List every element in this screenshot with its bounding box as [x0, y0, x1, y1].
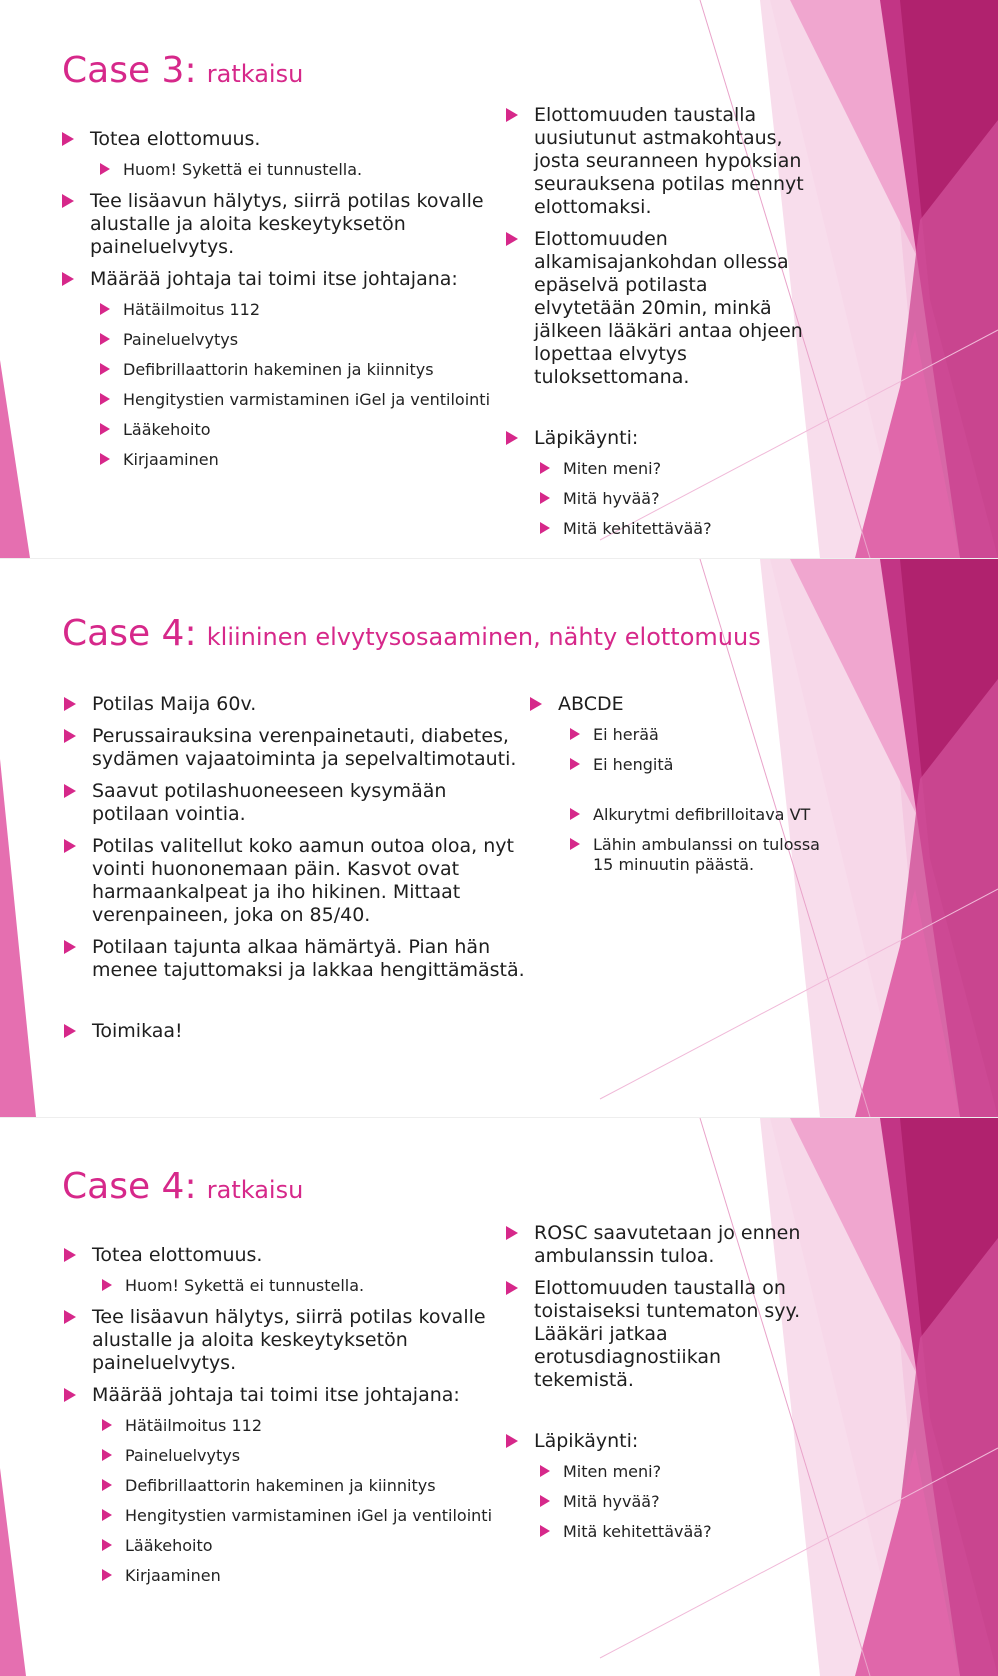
triangle-bullet-icon: [62, 132, 74, 146]
sub-list-item: Ei herää: [570, 725, 830, 745]
triangle-bullet-icon: [506, 108, 518, 122]
sub-list-item: Huom! Sykettä ei tunnustella.: [102, 1276, 494, 1296]
sub-list-item: Hengitystien varmistaminen iGel ja ventilointi: [100, 390, 492, 410]
triangle-bullet-icon: [570, 758, 580, 770]
list-item: Potilas Maija 60v.: [64, 693, 526, 716]
list-item: ABCDE: [530, 693, 830, 716]
triangle-bullet-icon: [540, 1465, 550, 1477]
triangle-bullet-icon: [102, 1419, 112, 1431]
triangle-bullet-icon: [540, 462, 550, 474]
triangle-bullet-icon: [506, 1434, 518, 1448]
title-subtitle: ratkaisu: [206, 60, 304, 88]
list-item: Elottomuuden taustalla on toistaiseksi tuntematon syy. Lääkäri jatkaa erotusdiagnostiikan tekemistä.: [506, 1277, 806, 1392]
triangle-bullet-icon: [540, 492, 550, 504]
right-column: [506, 1222, 806, 1552]
sub-list-item: Mitä kehitettävää?: [540, 1522, 806, 1542]
sub-list-item: Alkurytmi defibrilloitava VT: [570, 805, 830, 825]
triangle-bullet-icon: [506, 1281, 518, 1295]
triangle-bullet-icon: [102, 1569, 112, 1581]
left-column: [64, 693, 526, 1052]
sub-list-item: Defibrillaattorin hakeminen ja kiinnitys: [102, 1476, 494, 1496]
triangle-bullet-icon: [570, 728, 580, 740]
triangle-bullet-icon: [64, 940, 76, 954]
slide-case4-solution: [0, 1118, 998, 1676]
list-item: Läpikäynti:: [506, 1430, 806, 1453]
triangle-bullet-icon: [100, 423, 110, 435]
triangle-bullet-icon: [64, 1024, 76, 1038]
sub-list-item: Hätäilmoitus 112: [100, 300, 492, 320]
triangle-bullet-icon: [100, 453, 110, 465]
list-item: Elottomuuden taustalla uusiutunut astmakohtaus, josta seuranneen hypoksian seurauksena potilas mennyt elottomaksi.: [506, 104, 806, 219]
sub-list-item: Mitä hyvää?: [540, 1492, 806, 1512]
list-item: Tee lisäavun hälytys, siirrä potilas kovalle alustalle ja aloita keskeytyksetön paineluelvytys.: [62, 190, 492, 259]
triangle-bullet-icon: [100, 393, 110, 405]
triangle-bullet-icon: [64, 1248, 76, 1262]
sub-list-item: Paineluelvytys: [100, 330, 492, 350]
title-subtitle: kliininen elvytysosaaminen, nähty elottomuus: [206, 623, 761, 651]
triangle-bullet-icon: [100, 303, 110, 315]
sub-list-item: Kirjaaminen: [102, 1566, 494, 1586]
triangle-bullet-icon: [530, 697, 542, 711]
triangle-bullet-icon: [102, 1279, 112, 1291]
list-item: Määrää johtaja tai toimi itse johtajana:: [62, 268, 492, 291]
triangle-bullet-icon: [540, 1525, 550, 1537]
list-item: Määrää johtaja tai toimi itse johtajana:: [64, 1384, 494, 1407]
slide-title: [62, 613, 761, 654]
triangle-bullet-icon: [64, 839, 76, 853]
slide-case4-scenario: [0, 559, 998, 1117]
sub-list-item: Hätäilmoitus 112: [102, 1416, 494, 1436]
triangle-bullet-icon: [64, 697, 76, 711]
sub-list-item: Kirjaaminen: [100, 450, 492, 470]
sub-list-item: Hengitystien varmistaminen iGel ja ventilointi: [102, 1506, 494, 1526]
sub-list-item: Lääkehoito: [100, 420, 492, 440]
title-case-label: Case 4:: [62, 613, 197, 654]
triangle-bullet-icon: [102, 1479, 112, 1491]
list-item: Perussairauksina verenpainetauti, diabetes, sydämen vajaatoiminta ja sepelvaltimotauti.: [64, 725, 526, 771]
sub-list-item: Miten meni?: [540, 459, 806, 479]
right-column: [506, 104, 806, 549]
slide-title: [62, 50, 303, 91]
list-item: Totea elottomuus.: [62, 128, 492, 151]
slide-case3-solution: [0, 0, 998, 558]
list-item: Toimikaa!: [64, 1020, 526, 1043]
triangle-bullet-icon: [100, 363, 110, 375]
title-case-label: Case 4:: [62, 1166, 197, 1207]
triangle-bullet-icon: [540, 1495, 550, 1507]
list-item: Totea elottomuus.: [64, 1244, 494, 1267]
left-column: [64, 1244, 494, 1596]
sub-list-item: Lääkehoito: [102, 1536, 494, 1556]
title-subtitle: ratkaisu: [206, 1176, 304, 1204]
triangle-bullet-icon: [64, 1310, 76, 1324]
list-item: Tee lisäavun hälytys, siirrä potilas kovalle alustalle ja aloita keskeytyksetön paineluelvytys.: [64, 1306, 494, 1375]
triangle-bullet-icon: [64, 729, 76, 743]
triangle-bullet-icon: [540, 522, 550, 534]
sub-list-item: Ei hengitä: [570, 755, 830, 775]
sub-list-item: Mitä hyvää?: [540, 489, 806, 509]
triangle-bullet-icon: [102, 1539, 112, 1551]
triangle-bullet-icon: [100, 333, 110, 345]
sub-list-item: Mitä kehitettävää?: [540, 519, 806, 539]
triangle-bullet-icon: [62, 272, 74, 286]
sub-list-item: Lähin ambulanssi on tulossa 15 minuutin päästä.: [570, 835, 830, 875]
right-column: [530, 693, 830, 885]
triangle-bullet-icon: [100, 163, 110, 175]
list-item: Saavut potilashuoneeseen kysymään potilaan vointia.: [64, 780, 526, 826]
sub-list-item: Miten meni?: [540, 1462, 806, 1482]
triangle-bullet-icon: [62, 194, 74, 208]
triangle-bullet-icon: [506, 232, 518, 246]
list-item: Potilas valitellut koko aamun outoa oloa, nyt vointi huononemaan päin. Kasvot ovat harmaankalpeat ja iho hikinen. Mittaat verenpaineen, joka on 85/40.: [64, 835, 526, 927]
sub-list-item: Defibrillaattorin hakeminen ja kiinnitys: [100, 360, 492, 380]
triangle-bullet-icon: [506, 1226, 518, 1240]
triangle-bullet-icon: [570, 838, 580, 850]
sub-list-item: Huom! Sykettä ei tunnustella.: [100, 160, 492, 180]
triangle-bullet-icon: [64, 784, 76, 798]
sub-list-item: Paineluelvytys: [102, 1446, 494, 1466]
left-column: [62, 128, 492, 480]
slide-title: [62, 1166, 303, 1207]
list-item: Läpikäynti:: [506, 427, 806, 450]
list-item: Elottomuuden alkamisajankohdan ollessa epäselvä potilasta elvytetään 20min, minkä jälkeen lääkäri antaa ohjeen lopettaa elvytys tuloksettomana.: [506, 228, 806, 389]
list-item: ROSC saavutetaan jo ennen ambulanssin tuloa.: [506, 1222, 806, 1268]
triangle-bullet-icon: [570, 808, 580, 820]
triangle-bullet-icon: [506, 431, 518, 445]
list-item: Potilaan tajunta alkaa hämärtyä. Pian hän menee tajuttomaksi ja lakkaa hengittämästä.: [64, 936, 526, 982]
triangle-bullet-icon: [102, 1449, 112, 1461]
title-case-label: Case 3:: [62, 50, 197, 91]
triangle-bullet-icon: [64, 1388, 76, 1402]
triangle-bullet-icon: [102, 1509, 112, 1521]
